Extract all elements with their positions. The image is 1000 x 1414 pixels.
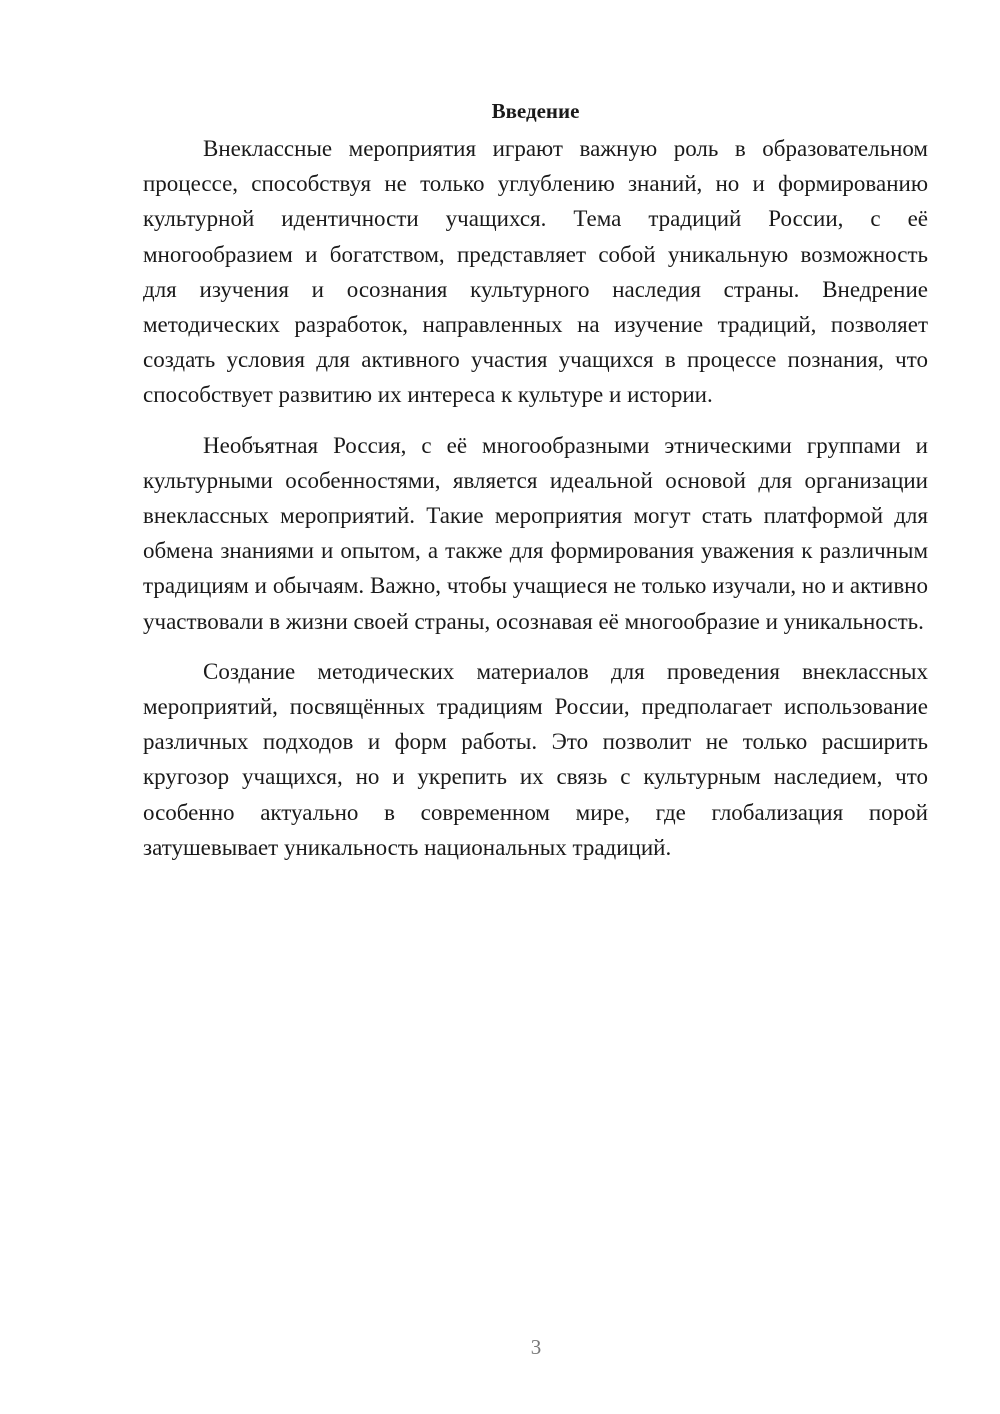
page-content xyxy=(143,96,928,865)
page-number: 3 xyxy=(530,1335,542,1359)
paragraph-1: Внеклассные мероприятия играют важную роль в образовательном процессе, способствуя не только углублению знаний, но и формированию культурной идентичности учащихся. Тема традиций России, с её многообразием и богатством, представляет собой уникальную возможность для изучения и осознания культурного наследия страны. Внедрение методических разработок, направленных на изучение традиций, позволяет создать условия для активного участия учащихся в процессе познания, что способствует развитию их интереса к культуре и истории. xyxy=(143,136,928,408)
paragraph-3: Создание методических материалов для проведения внеклассных мероприятий, посвящённых традициям России, предполагает использование различных подходов и форм работы. Это позволит не только расширить кругозор учащихся, но и укрепить их связь с культурным наследием, что особенно актуально в современном мире, где глобализация порой затушевывает уникальность национальных традиций. xyxy=(143,658,928,860)
paragraph-2: Необъятная Россия, с её многообразными этническими группами и культурными особенностями, является идеальной основой для организации внеклассных мероприятий. Такие мероприятия могут стать платформой для обмена знаниями и опытом, а также для формирования уважения к различным традициям и обычаям. Важно, чтобы учащиеся не только изучали, но и активно участвовали в жизни своей страны, осознавая её многообразие и уникальность. xyxy=(143,432,928,634)
section-heading: Введение xyxy=(491,99,580,123)
